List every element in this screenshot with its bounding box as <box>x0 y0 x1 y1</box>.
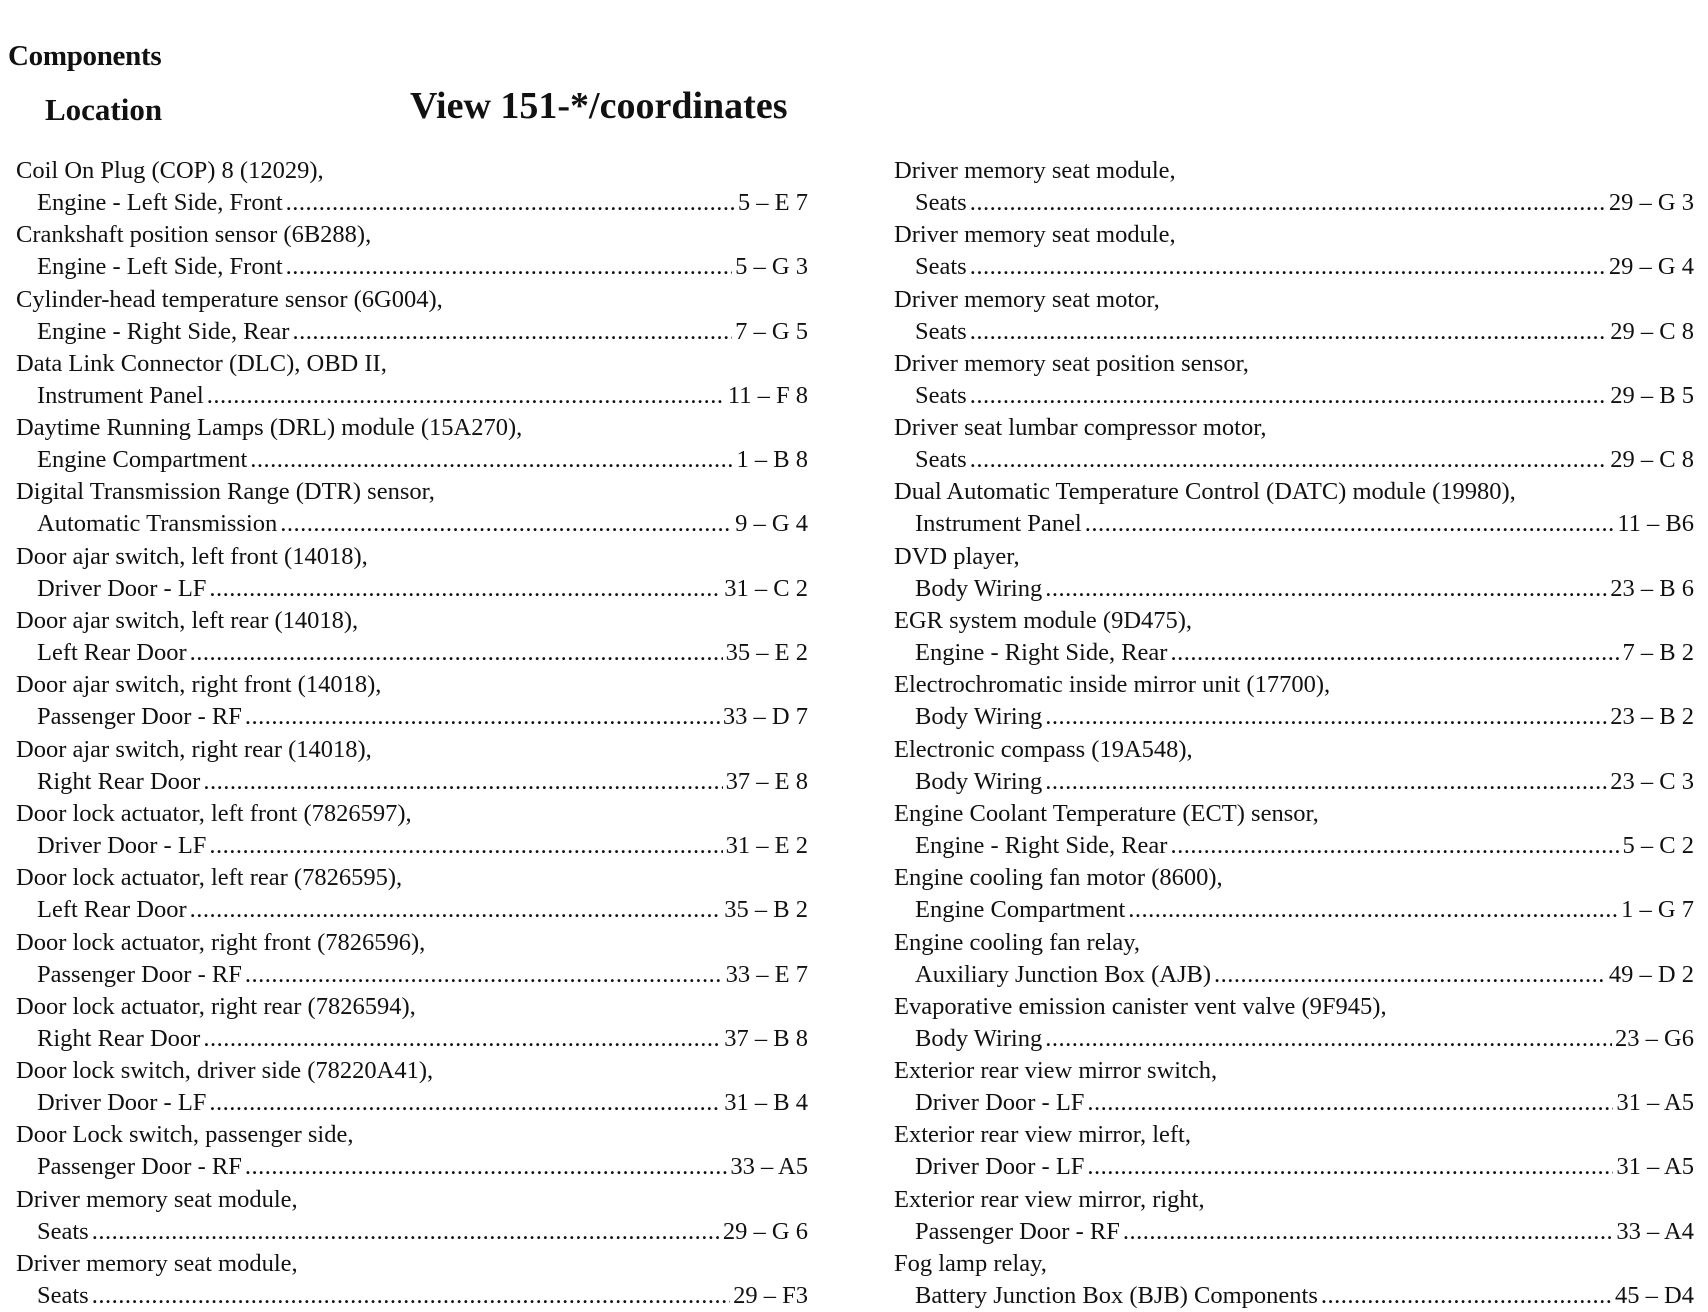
location-text: Body Wiring <box>915 703 1043 731</box>
component-location-line <box>16 1023 808 1055</box>
component-entry <box>16 862 808 926</box>
dot-leader <box>1087 1087 1613 1119</box>
component-location-line <box>16 637 808 669</box>
view-coordinate: 29 – G 3 <box>1608 189 1694 216</box>
component-name: Digital Transmission Range (DTR) sensor, <box>16 478 435 506</box>
component-location-line <box>894 508 1694 540</box>
component-entry <box>16 1119 808 1183</box>
location-text: Right Rear Door <box>37 1024 201 1052</box>
component-entry <box>16 476 808 540</box>
view-coordinates-heading: View 151-*/coordinates <box>410 85 788 127</box>
dot-leader <box>1321 1280 1612 1312</box>
component-entry <box>894 605 1694 669</box>
location-text: Seats <box>915 317 967 345</box>
component-name: Electrochromatic inside mirror unit (17700), <box>894 671 1331 699</box>
dot-leader <box>970 316 1608 348</box>
component-entry <box>16 1248 808 1312</box>
component-entry <box>894 669 1694 733</box>
component-name: Data Link Connector (DLC), OBD II, <box>16 349 387 377</box>
location-text: Driver Door - LF <box>37 831 207 859</box>
component-location-line <box>894 444 1694 476</box>
component-location-line <box>894 830 1694 862</box>
location-text: Engine Compartment <box>915 896 1126 924</box>
component-name: Exterior rear view mirror, left, <box>894 1121 1191 1149</box>
component-location-line <box>894 1151 1694 1183</box>
view-coordinate: 29 – C 8 <box>1610 446 1694 474</box>
dot-leader <box>286 187 735 219</box>
component-name: Fog lamp relay, <box>894 1250 1047 1278</box>
component-name: Dual Automatic Temperature Control (DATC) module (19980), <box>894 478 1516 506</box>
component-entry <box>894 927 1694 991</box>
dot-leader <box>203 766 722 798</box>
view-coordinate: 23 – B 2 <box>1610 703 1694 731</box>
component-name: Driver memory seat module, <box>16 1250 298 1278</box>
page-title: Components <box>8 40 162 72</box>
component-name: Evaporative emission canister vent valve (9F945), <box>894 992 1387 1020</box>
component-entry <box>16 734 808 798</box>
dot-leader <box>1170 830 1619 862</box>
component-location-line <box>16 959 808 991</box>
view-coordinate: 1 – B 8 <box>736 446 808 474</box>
view-coordinate: 31 – E 2 <box>725 831 808 859</box>
component-location-line <box>894 316 1694 348</box>
view-coordinate: 29 – G 4 <box>1608 253 1694 281</box>
component-location-line <box>894 766 1694 798</box>
component-location-line <box>894 701 1694 733</box>
view-coordinate: 37 – E 8 <box>725 767 808 795</box>
component-name: Driver memory seat position sensor, <box>894 349 1249 377</box>
component-entry <box>894 1055 1694 1119</box>
location-text: Driver Door - LF <box>37 574 207 602</box>
component-entry <box>894 476 1694 540</box>
location-text: Instrument Panel <box>37 381 204 409</box>
component-entry <box>16 348 808 412</box>
component-name: Door ajar switch, left rear (14018), <box>16 607 359 635</box>
dot-leader <box>286 251 733 283</box>
component-location-line <box>16 1216 808 1248</box>
component-name: Door Lock switch, passenger side, <box>16 1121 354 1149</box>
dot-leader <box>970 251 1606 283</box>
location-text: Seats <box>915 189 967 216</box>
location-text: Battery Junction Box (BJB) Components <box>915 1282 1318 1310</box>
location-text: Body Wiring <box>915 574 1043 602</box>
component-entry <box>894 1119 1694 1183</box>
component-name: Exterior rear view mirror switch, <box>894 1057 1218 1085</box>
location-text: Auxiliary Junction Box (AJB) <box>915 960 1212 988</box>
component-location-line <box>16 316 808 348</box>
location-text: Seats <box>37 1217 89 1245</box>
component-name: Driver memory seat module, <box>894 157 1176 184</box>
dot-leader <box>245 701 720 733</box>
dot-leader <box>209 1087 721 1119</box>
location-text: Instrument Panel <box>915 510 1082 538</box>
dot-leader <box>1087 1151 1613 1183</box>
component-location-line <box>16 830 808 862</box>
view-coordinate: 9 – G 4 <box>735 510 808 538</box>
location-text: Engine - Right Side, Rear <box>915 831 1168 859</box>
dot-leader <box>92 1216 720 1248</box>
location-text: Automatic Transmission <box>37 510 278 538</box>
component-entry <box>16 1055 808 1119</box>
component-location-line <box>16 766 808 798</box>
component-name: DVD player, <box>894 542 1020 570</box>
component-entry <box>16 284 808 348</box>
view-coordinate: 5 – E 7 <box>737 189 808 216</box>
dot-leader <box>92 1280 730 1312</box>
component-name: Daytime Running Lamps (DRL) module (15A270), <box>16 414 523 442</box>
dot-leader <box>1045 1023 1612 1055</box>
component-location-line <box>16 573 808 605</box>
component-entry <box>894 219 1694 283</box>
view-coordinate: 11 – F 8 <box>727 381 808 409</box>
component-name: Door lock actuator, left front (7826597), <box>16 799 412 827</box>
view-coordinate: 23 – B 6 <box>1610 574 1694 602</box>
dot-leader <box>207 380 725 412</box>
location-heading: Location <box>45 92 163 127</box>
component-name: Door ajar switch, left front (14018), <box>16 542 368 570</box>
dot-leader <box>203 1023 721 1055</box>
location-text: Left Rear Door <box>37 639 187 667</box>
view-coordinate: 33 – E 7 <box>725 960 808 988</box>
view-coordinate: 29 – B 5 <box>1610 381 1694 409</box>
dot-leader <box>245 1151 728 1183</box>
component-entry <box>16 669 808 733</box>
location-text: Seats <box>915 446 967 474</box>
component-name: Engine Coolant Temperature (ECT) sensor, <box>894 799 1319 827</box>
component-name: Exterior rear view mirror, right, <box>894 1185 1205 1213</box>
component-name: Electronic compass (19A548), <box>894 735 1193 763</box>
component-location-line <box>16 1087 808 1119</box>
location-text: Seats <box>37 1282 89 1310</box>
location-text: Passenger Door - RF <box>37 703 242 731</box>
location-text: Engine - Left Side, Front <box>37 189 283 216</box>
component-name: Crankshaft position sensor (6B288), <box>16 221 372 249</box>
component-entry <box>894 862 1694 926</box>
dot-leader <box>1214 959 1606 991</box>
component-name: Driver memory seat module, <box>16 1185 298 1213</box>
view-coordinate: 29 – G 6 <box>722 1217 808 1245</box>
component-entry <box>16 605 808 669</box>
view-coordinate: 35 – E 2 <box>725 639 808 667</box>
dot-leader <box>190 637 723 669</box>
component-entry <box>894 991 1694 1055</box>
view-coordinate: 37 – B 8 <box>724 1024 808 1052</box>
component-entry <box>16 412 808 476</box>
view-coordinate: 31 – A5 <box>1616 1153 1694 1181</box>
left-column <box>16 155 808 1312</box>
component-entry <box>16 541 808 605</box>
component-name: Door lock actuator, right rear (7826594), <box>16 992 416 1020</box>
dot-leader <box>1045 573 1607 605</box>
location-text: Right Rear Door <box>37 767 201 795</box>
component-location-line <box>894 1280 1694 1312</box>
component-entry <box>16 927 808 991</box>
component-entry <box>894 541 1694 605</box>
dot-leader <box>190 894 722 926</box>
component-location-line <box>894 187 1694 219</box>
component-location-line <box>894 251 1694 283</box>
component-location-line <box>16 894 808 926</box>
dot-leader <box>970 380 1608 412</box>
component-entry <box>16 219 808 283</box>
component-entry <box>16 798 808 862</box>
component-name: Cylinder-head temperature sensor (6G004), <box>16 285 443 313</box>
component-location-line <box>894 637 1694 669</box>
component-name: Driver memory seat motor, <box>894 285 1160 313</box>
component-location-line <box>16 251 808 283</box>
view-coordinate: 29 – C 8 <box>1610 317 1694 345</box>
dot-leader <box>209 830 722 862</box>
component-location-line <box>894 894 1694 926</box>
component-name: Driver memory seat module, <box>894 221 1176 249</box>
location-text: Seats <box>915 381 967 409</box>
view-coordinate: 1 – G 7 <box>1621 896 1694 924</box>
location-text: Passenger Door - RF <box>37 1153 242 1181</box>
component-entry <box>16 991 808 1055</box>
view-coordinate: 33 – A5 <box>730 1153 808 1181</box>
view-coordinate: 11 – B6 <box>1617 510 1694 538</box>
dot-leader <box>1128 894 1618 926</box>
dot-leader <box>245 959 723 991</box>
component-name: Door lock actuator, left rear (7826595), <box>16 864 403 892</box>
component-location-line <box>16 701 808 733</box>
component-location-line <box>894 380 1694 412</box>
dot-leader <box>1045 701 1607 733</box>
view-coordinate: 7 – G 5 <box>735 317 808 345</box>
location-text: Body Wiring <box>915 767 1043 795</box>
component-location-line <box>16 380 808 412</box>
location-text: Body Wiring <box>915 1024 1043 1052</box>
component-location-line <box>16 508 808 540</box>
component-entry <box>894 412 1694 476</box>
view-coordinate: 7 – B 2 <box>1622 639 1694 667</box>
component-name: Door ajar switch, right front (14018), <box>16 671 382 699</box>
dot-leader <box>970 187 1606 219</box>
location-text: Driver Door - LF <box>915 1089 1085 1117</box>
dot-leader <box>209 573 721 605</box>
component-name: Driver seat lumbar compressor motor, <box>894 414 1267 442</box>
dot-leader <box>1045 766 1607 798</box>
component-location-line <box>894 959 1694 991</box>
component-entry <box>894 155 1694 219</box>
component-location-line <box>16 444 808 476</box>
component-name: Engine cooling fan motor (8600), <box>894 864 1223 892</box>
view-coordinate: 31 – B 4 <box>724 1089 808 1117</box>
component-entry <box>894 1248 1694 1312</box>
location-text: Seats <box>915 253 967 281</box>
component-entry <box>894 1184 1694 1248</box>
component-entry <box>16 155 808 219</box>
component-entry <box>894 284 1694 348</box>
component-location-line <box>16 1280 808 1312</box>
view-coordinate: 33 – D 7 <box>722 703 808 731</box>
view-coordinate: 33 – A4 <box>1616 1217 1694 1245</box>
view-coordinate: 5 – C 2 <box>1622 831 1694 859</box>
view-coordinate: 31 – A5 <box>1616 1089 1694 1117</box>
component-location-line <box>894 1023 1694 1055</box>
view-coordinate: 23 – C 3 <box>1610 767 1694 795</box>
view-coordinate: 5 – G 3 <box>735 253 808 281</box>
component-entry <box>894 734 1694 798</box>
view-coordinate: 45 – D4 <box>1615 1282 1694 1310</box>
component-location-line <box>16 1151 808 1183</box>
component-location-line <box>894 1087 1694 1119</box>
view-coordinate: 35 – B 2 <box>724 896 808 924</box>
dot-leader <box>250 444 733 476</box>
component-location-line <box>16 187 808 219</box>
view-coordinate: 23 – G6 <box>1615 1024 1694 1052</box>
dot-leader <box>1085 508 1615 540</box>
component-entry <box>894 798 1694 862</box>
location-text: Engine - Right Side, Rear <box>37 317 290 345</box>
dot-leader <box>1170 637 1619 669</box>
component-name: Door lock switch, driver side (78220A41), <box>16 1057 434 1085</box>
location-text: Passenger Door - RF <box>915 1217 1120 1245</box>
location-text: Engine Compartment <box>37 446 248 474</box>
right-column <box>894 155 1694 1312</box>
dot-leader <box>1123 1216 1614 1248</box>
component-location-line <box>894 1216 1694 1248</box>
location-text: Driver Door - LF <box>915 1153 1085 1181</box>
view-coordinate: 31 – C 2 <box>724 574 808 602</box>
location-text: Passenger Door - RF <box>37 960 242 988</box>
component-entry <box>894 348 1694 412</box>
dot-leader <box>280 508 732 540</box>
location-text: Driver Door - LF <box>37 1089 207 1117</box>
component-name: Coil On Plug (COP) 8 (12029), <box>16 157 324 184</box>
view-coordinate: 49 – D 2 <box>1608 960 1694 988</box>
component-name: Door ajar switch, right rear (14018), <box>16 735 372 763</box>
component-name: EGR system module (9D475), <box>894 607 1193 635</box>
location-text: Engine - Right Side, Rear <box>915 639 1168 667</box>
dot-leader <box>292 316 732 348</box>
location-text: Engine - Left Side, Front <box>37 253 283 281</box>
component-name: Door lock actuator, right front (7826596), <box>16 928 426 956</box>
dot-leader <box>970 444 1608 476</box>
location-text: Left Rear Door <box>37 896 187 924</box>
component-entry <box>16 1184 808 1248</box>
component-location-line <box>894 573 1694 605</box>
component-name: Engine cooling fan relay, <box>894 928 1141 956</box>
view-coordinate: 29 – F3 <box>733 1282 808 1310</box>
